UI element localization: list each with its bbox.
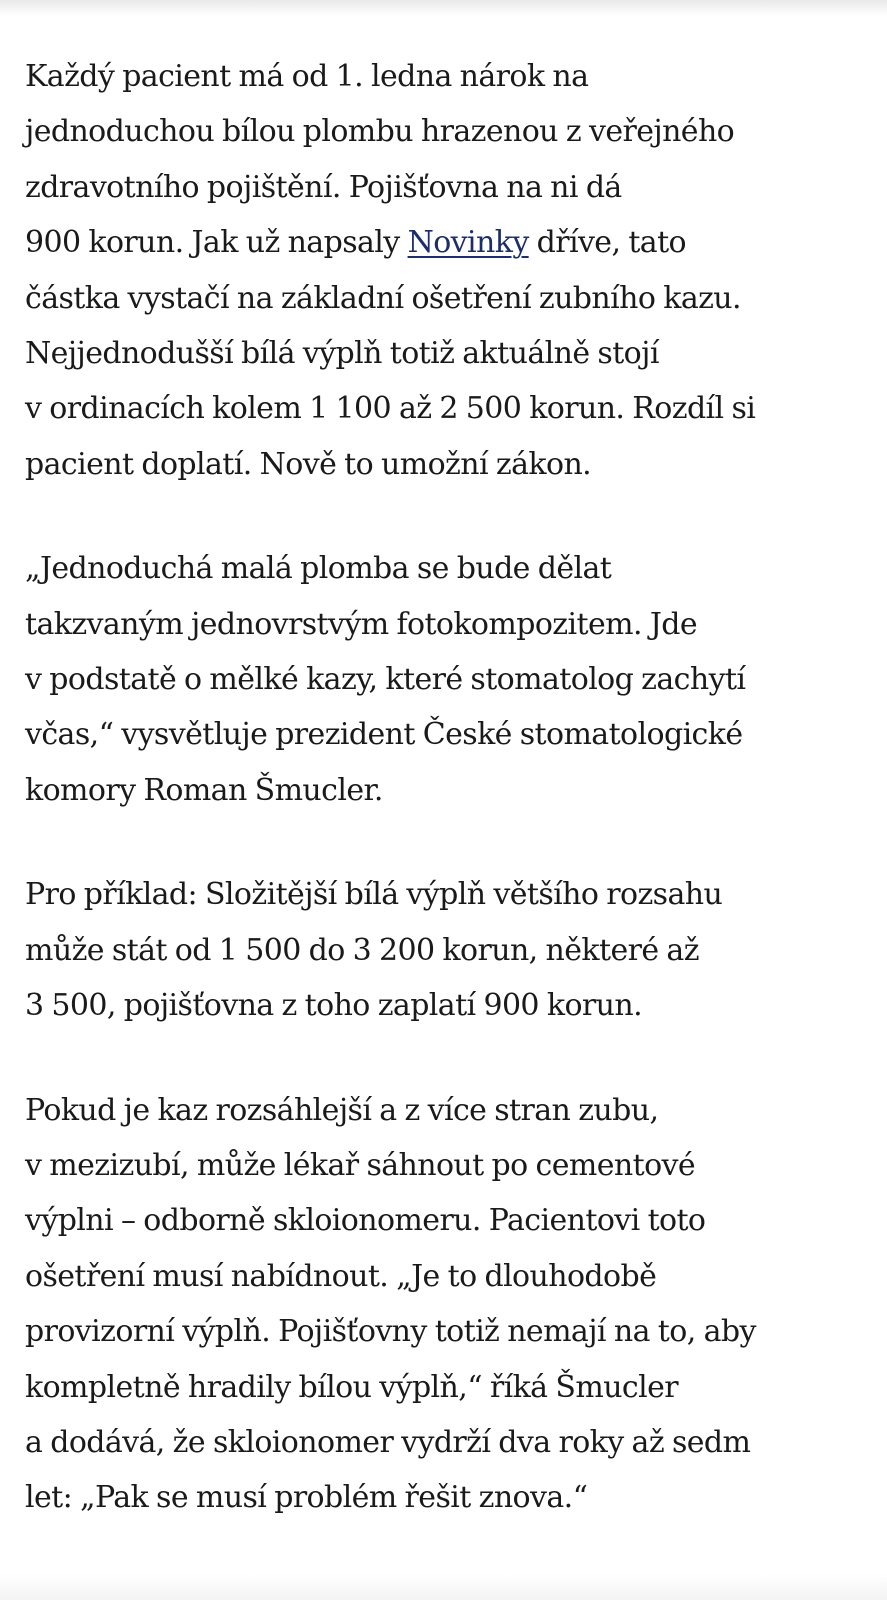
text-line: provizorní výplň. Pojišťovny totiž nemají na to, aby bbox=[25, 1314, 756, 1350]
text-line: může stát od 1 500 do 3 200 korun, některé až bbox=[25, 932, 699, 968]
text-line: dříve, tato bbox=[528, 225, 686, 261]
text-line: let: „Pak se musí problém řešit znova.“ bbox=[25, 1480, 588, 1516]
novinky-link[interactable]: Novinky bbox=[407, 225, 529, 261]
text-line: Každý pacient má od 1. ledna nárok na bbox=[25, 59, 589, 94]
text-line: v ordinacích kolem 1 100 až 2 500 korun. Rozdíl si bbox=[25, 391, 756, 427]
text-line: zdravotního pojištění. Pojišťovna na ni dá bbox=[25, 169, 622, 205]
paragraph-2 bbox=[25, 541, 870, 818]
text-line: ošetření musí nabídnout. „Je to dlouhodobě bbox=[25, 1258, 657, 1294]
text-line: 900 korun. Jak už napsaly bbox=[25, 225, 408, 261]
text-line: komory Roman Šmucler. bbox=[25, 772, 383, 808]
text-line: v podstatě o mělké kazy, které stomatolog zachytí bbox=[25, 662, 746, 698]
paragraph-3 bbox=[25, 867, 870, 1033]
text-line: Nejjednodušší bílá výplň totiž aktuálně stojí bbox=[25, 336, 659, 372]
text-line: včas,“ vysvětluje prezident České stomatologické bbox=[25, 717, 743, 753]
article-body bbox=[25, 49, 870, 1526]
bottom-shadow bbox=[0, 1574, 887, 1600]
text-line: Pro příklad: Složitější bílá výplň většího rozsahu bbox=[25, 877, 723, 913]
text-line: částka vystačí na základní ošetření zubního kazu. bbox=[25, 280, 741, 316]
text-line: takzvaným jednovrstvým fotokompozitem. Jde bbox=[25, 606, 698, 642]
text-line: jednoduchou bílou plombu hrazenou z veřejného bbox=[25, 114, 735, 150]
text-line: kompletně hradily bílou výplň,“ říká Šmucler bbox=[25, 1369, 679, 1405]
text-line: „Jednoduchá malá plomba se bude dělat bbox=[25, 551, 612, 587]
text-line: v mezizubí, může lékař sáhnout po cementové bbox=[25, 1147, 696, 1183]
text-line: pacient doplatí. Nově to umožní zákon. bbox=[25, 446, 592, 482]
text-line: 3 500, pojišťovna z toho zaplatí 900 korun. bbox=[25, 988, 643, 1024]
text-line: výplni – odborně skloionomeru. Pacientovi toto bbox=[25, 1203, 706, 1239]
paragraph-4 bbox=[25, 1083, 870, 1526]
text-line: Pokud je kaz rozsáhlejší a z více stran zubu, bbox=[25, 1092, 659, 1128]
text-line: a dodává, že skloionomer vydrží dva roky až sedm bbox=[25, 1424, 751, 1460]
top-shadow bbox=[0, 0, 887, 16]
paragraph-1 bbox=[25, 49, 870, 492]
